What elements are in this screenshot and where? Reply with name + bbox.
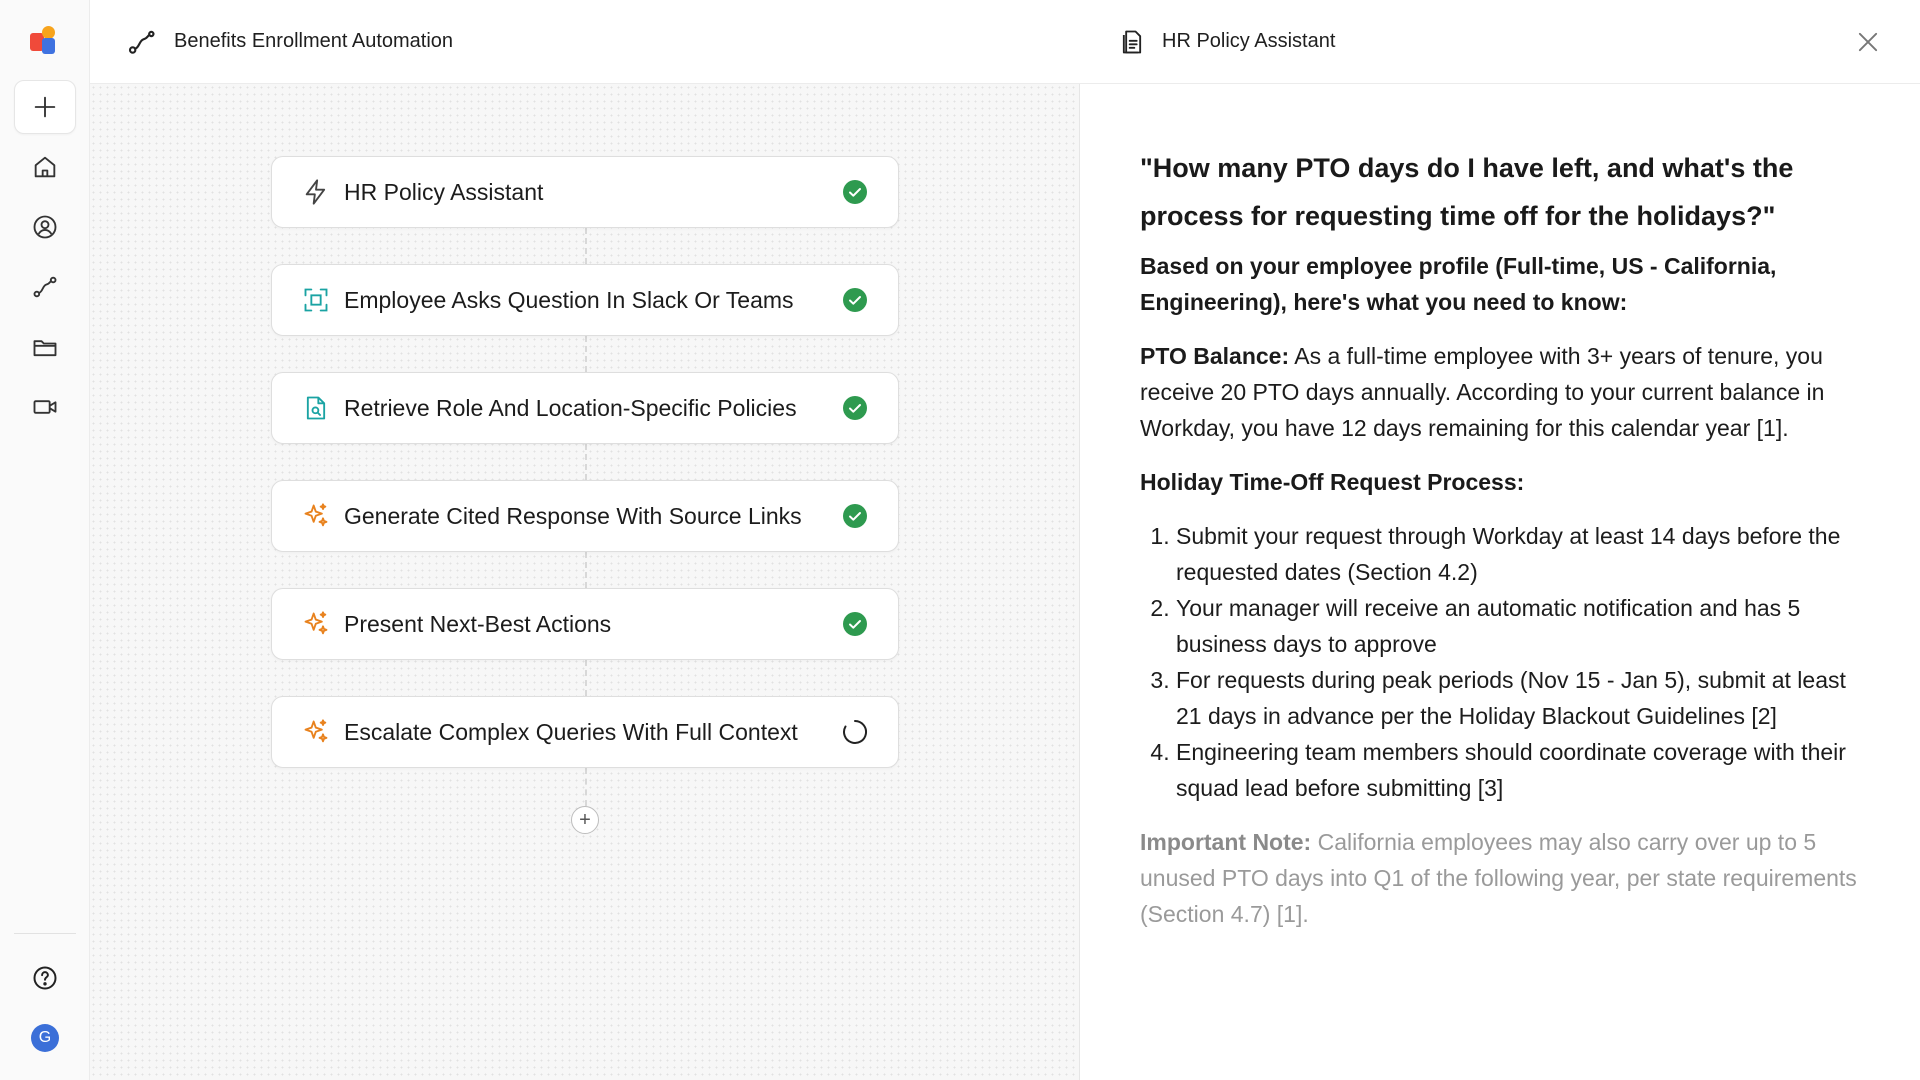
scan-icon <box>302 286 330 314</box>
app-logo[interactable] <box>28 24 62 58</box>
check-circle-icon <box>842 395 868 421</box>
sidebar-item-workflows[interactable] <box>14 260 76 314</box>
pto-balance-text: As a full-time employee with 3+ years of tenure, you receive 20 PTO days annually. According to your current balance in Workday, you have 12 days remaining for this calendar year [1]. <box>1140 343 1825 441</box>
sparkle-icon <box>302 610 330 638</box>
connector <box>585 660 587 696</box>
connector <box>585 336 587 372</box>
connector <box>585 552 587 588</box>
sidebar-item-files[interactable] <box>14 320 76 374</box>
check-circle-icon <box>842 503 868 529</box>
check-circle-icon <box>842 287 868 313</box>
close-icon[interactable] <box>1854 28 1882 56</box>
workflow-header <box>90 0 1080 84</box>
lightning-icon <box>302 178 330 206</box>
step-label: Retrieve Role And Location-Specific Policies <box>344 394 797 421</box>
help-button[interactable] <box>14 951 76 1005</box>
response-intro: Based on your employee profile (Full-time, US - California, Engineering), here's what you need to know: <box>1140 253 1777 315</box>
route-icon <box>126 26 158 58</box>
process-steps-list <box>1140 518 1860 806</box>
assistant-panel <box>1080 0 1920 1080</box>
user-circle-icon <box>31 213 59 241</box>
list-item: 1. Submit your request through Workday at least 14 days before the requested dates (Section 4.2) <box>1176 518 1860 590</box>
pto-balance-paragraph <box>1140 338 1860 446</box>
connector <box>585 768 587 806</box>
user-question: "How many PTO days do I have left, and what's the process for requesting time off for the holidays?" <box>1140 153 1794 231</box>
sidebar-item-home[interactable] <box>14 140 76 194</box>
sidebar-item-recordings[interactable] <box>14 380 76 434</box>
help-icon <box>31 964 59 992</box>
panel-header <box>1080 0 1920 84</box>
document-icon <box>1118 28 1146 56</box>
step-label: Escalate Complex Queries With Full Context <box>344 718 798 745</box>
workflow-step-retrieve-policies[interactable] <box>271 372 899 444</box>
workflow-step-employee-asks[interactable] <box>271 264 899 336</box>
list-item: 4. Engineering team members should coordinate coverage with their squad lead before submitting [3] <box>1176 734 1860 806</box>
add-step-button[interactable]: + <box>571 806 599 834</box>
loading-spinner-icon <box>842 719 868 745</box>
check-circle-icon <box>842 179 868 205</box>
home-icon <box>31 153 59 181</box>
pto-balance-label: PTO Balance: <box>1140 343 1290 369</box>
sidebar-divider <box>14 933 76 934</box>
new-button[interactable] <box>14 80 76 134</box>
step-label: HR Policy Assistant <box>344 178 544 205</box>
workflow-canvas <box>90 0 1080 1080</box>
route-icon <box>31 273 59 301</box>
connector <box>585 444 587 480</box>
workflow-title: Benefits Enrollment Automation <box>174 30 454 52</box>
workflow-step-next-best-actions[interactable] <box>271 588 899 660</box>
workflow-step-generate-response[interactable] <box>271 480 899 552</box>
check-circle-icon <box>842 611 868 637</box>
note-text: California employees may also carry over up to 5 unused PTO days into Q1 of the following year, per state requirements (Section 4.7) [1]. <box>1140 829 1857 927</box>
sparkle-icon <box>302 502 330 530</box>
list-item: 3. For requests during peak periods (Nov 15 - Jan 5), submit at least 21 days in advance per the Holiday Blackout Guidelines [2] <box>1176 662 1860 734</box>
avatar[interactable]: G <box>31 1024 59 1052</box>
sparkle-icon <box>302 718 330 746</box>
process-heading: Holiday Time-Off Request Process: <box>1140 469 1525 495</box>
sidebar <box>0 0 90 1080</box>
important-note <box>1140 824 1860 932</box>
list-item: 2. Your manager will receive an automatic notification and has 5 business days to approve <box>1176 590 1860 662</box>
sidebar-item-profile[interactable] <box>14 200 76 254</box>
folder-icon <box>31 333 59 361</box>
step-label: Present Next-Best Actions <box>344 610 612 637</box>
panel-content <box>1080 84 1920 932</box>
note-label: Important Note: <box>1140 829 1312 855</box>
plus-icon <box>31 93 59 121</box>
panel-title: HR Policy Assistant <box>1162 30 1336 52</box>
video-icon <box>31 393 59 421</box>
workflow-step-hr-policy-assistant[interactable] <box>271 156 899 228</box>
workflow-step-escalate-queries[interactable] <box>271 696 899 768</box>
connector <box>585 228 587 264</box>
step-label: Employee Asks Question In Slack Or Teams <box>344 286 794 313</box>
step-label: Generate Cited Response With Source Links <box>344 502 802 529</box>
doc-search-icon <box>302 394 330 422</box>
